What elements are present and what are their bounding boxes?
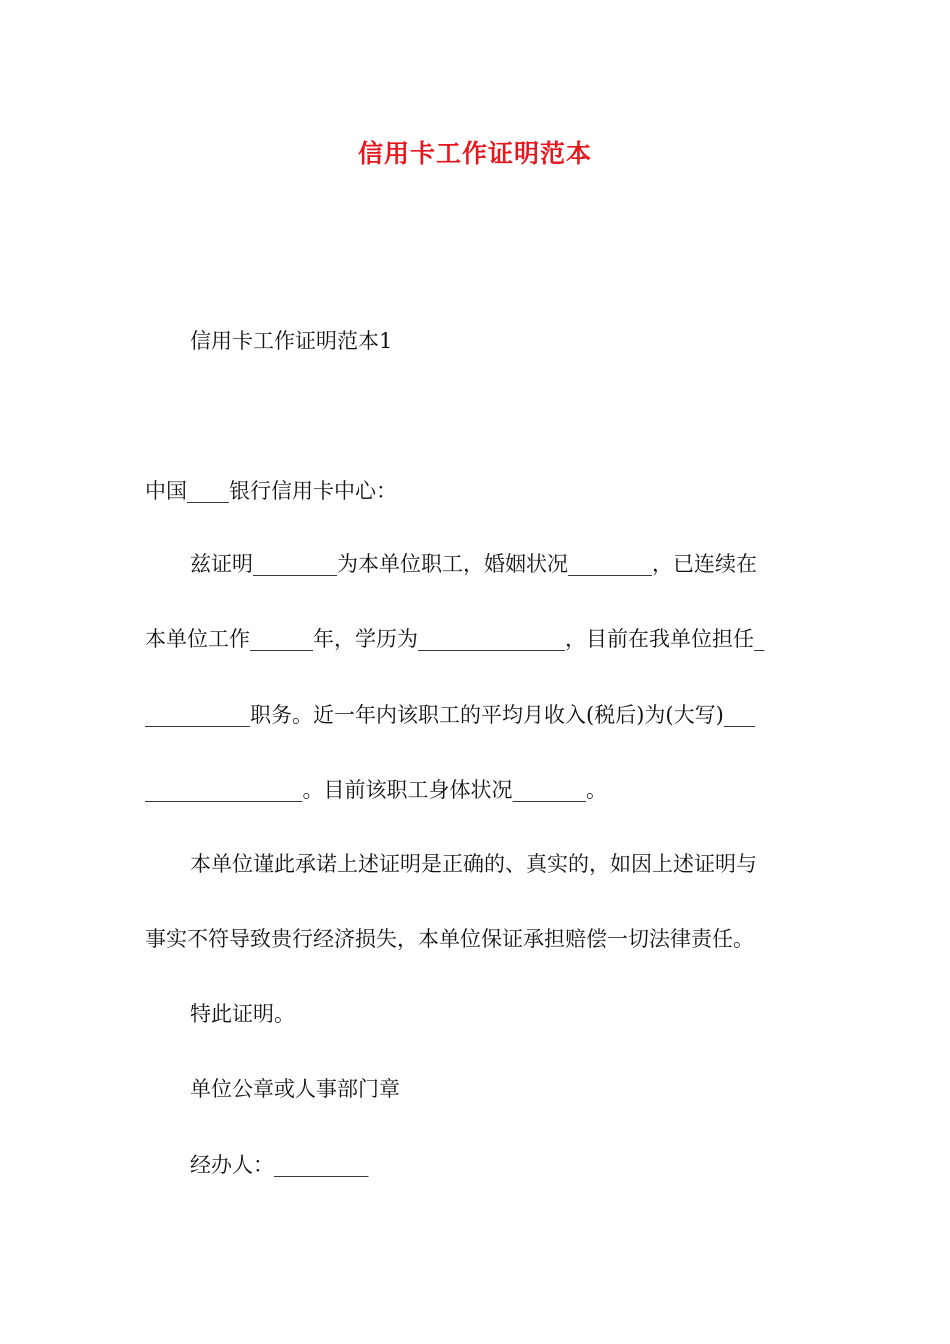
body-line-5: 本单位谨此承诺上述证明是正确的、真实的，如因上述证明与 bbox=[190, 852, 757, 876]
body-line-4: _______________。目前该职工身体状况_______。 bbox=[145, 778, 607, 802]
body-line-2: 本单位工作______年，学历为______________，目前在我单位担任_ bbox=[145, 627, 765, 651]
salutation-line: 中国____银行信用卡中心： bbox=[145, 479, 397, 503]
body-line-3: __________职务。近一年内该职工的平均月收入(税后)为(大写)___ bbox=[145, 703, 756, 727]
body-line-6: 事实不符导致贵行经济损失，本单位保证承担赔偿一切法律责任。 bbox=[145, 927, 754, 951]
document-subtitle: 信用卡工作证明范本1 bbox=[190, 329, 393, 353]
body-line-1: 兹证明________为本单位职工，婚姻状况________，已连续在 bbox=[190, 552, 757, 576]
closing-line: 特此证明。 bbox=[190, 1002, 295, 1026]
document-title: 信用卡工作证明范本 bbox=[357, 139, 592, 168]
handler-line: 经办人：_________ bbox=[190, 1153, 369, 1177]
stamp-line: 单位公章或人事部门章 bbox=[190, 1077, 400, 1101]
